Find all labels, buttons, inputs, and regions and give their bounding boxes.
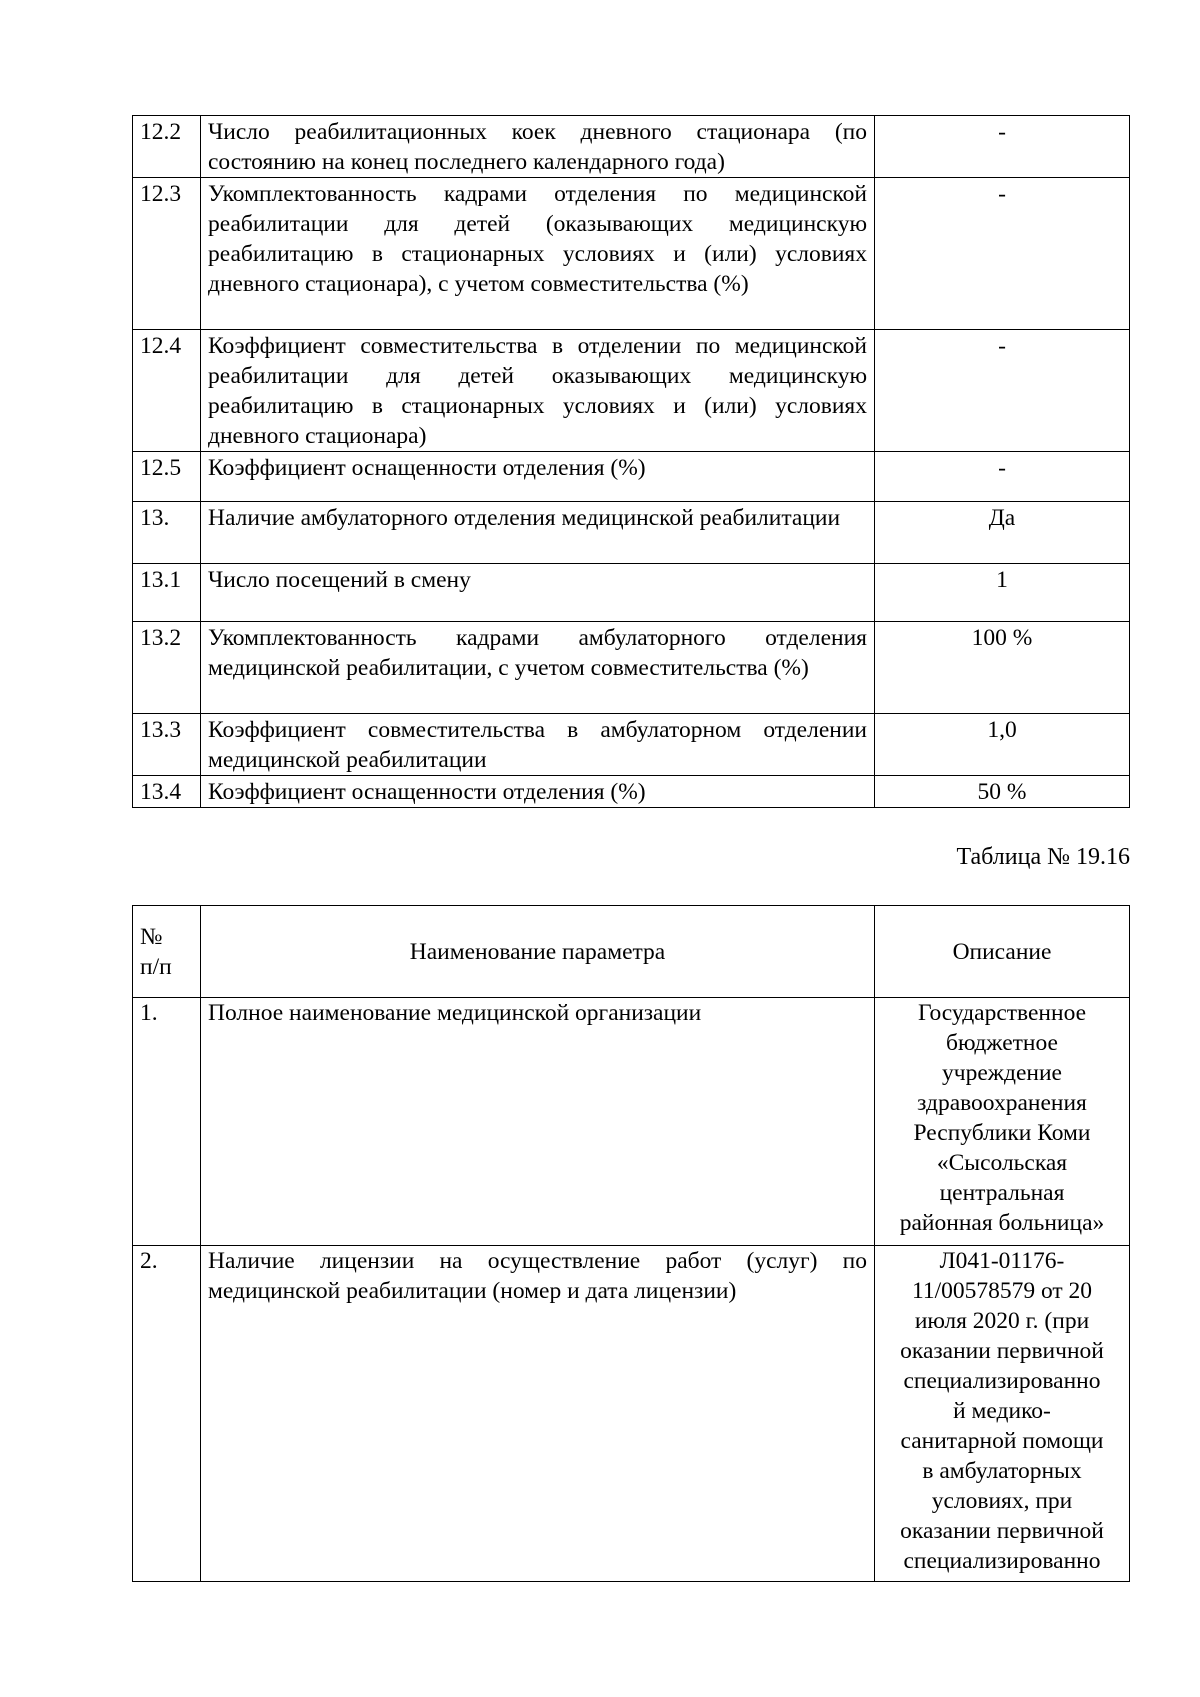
organization-table <box>132 905 1130 1582</box>
parameter-name: Наличие амбулаторного отделения медицинской реабилитации <box>201 502 875 564</box>
parameter-value: 1,0 <box>875 714 1130 776</box>
value-line: Л041-01176- <box>939 1248 1065 1274</box>
parameter-name: Коэффициент оснащенности отделения (%) <box>201 776 875 808</box>
value-line: Государственное <box>917 1000 1087 1026</box>
header-name-cell: Наименование параметра <box>201 906 875 998</box>
header-number-cell <box>133 906 201 998</box>
row-number: 13.2 <box>133 622 201 714</box>
row-number: 1. <box>133 998 201 1246</box>
table-row <box>133 502 1130 564</box>
row-number: 13.3 <box>133 714 201 776</box>
parameter-name: Коэффициент совместительства в амбулаторном отделении медицинской реабилитации <box>201 714 875 776</box>
value-line: бюджетное <box>946 1030 1058 1056</box>
parameter-name: Укомплектованность кадрами отделения по медицинской реабилитации для детей (оказывающих медицинскую реабилитацию в стационарных условиях и (или) условиях дневного стационара), с учетом совместительства (%) <box>201 178 875 330</box>
parameter-value <box>875 998 1130 1246</box>
header-value-cell: Описание <box>875 906 1130 998</box>
value-line: санитарной помощи <box>900 1428 1104 1454</box>
parameter-name: Число реабилитационных коек дневного стационара (по состоянию на конец последнего календарного года) <box>201 116 875 178</box>
value-line: специализированно <box>903 1368 1101 1394</box>
parameter-value: 1 <box>875 564 1130 622</box>
parameter-value: - <box>875 452 1130 502</box>
table-row <box>133 714 1130 776</box>
parameter-name: Коэффициент совместительства в отделении по медицинской реабилитации для детей оказывающих медицинскую реабилитацию в стационарных условиях и (или) условиях дневного стационара) <box>201 330 875 452</box>
parameter-name: Число посещений в смену <box>201 564 875 622</box>
value-line: Республики Коми <box>913 1120 1091 1146</box>
table-row <box>133 622 1130 714</box>
parameter-value: - <box>875 116 1130 178</box>
header-number-line1: № <box>140 923 163 950</box>
value-line: районная больница» <box>899 1210 1105 1236</box>
table-row <box>133 564 1130 622</box>
value-line: оказании первичной <box>900 1338 1104 1364</box>
value-line: оказании первичной <box>900 1518 1104 1544</box>
table-row <box>133 330 1130 452</box>
parameter-value: 50 % <box>875 776 1130 808</box>
parameter-value: 100 % <box>875 622 1130 714</box>
value-line: июля 2020 г. (при <box>914 1308 1090 1334</box>
table-row <box>133 178 1130 330</box>
row-number: 12.2 <box>133 116 201 178</box>
parameter-name: Укомплектованность кадрами амбулаторного отделения медицинской реабилитации, с учетом совместительства (%) <box>201 622 875 714</box>
value-line: центральная <box>939 1180 1065 1206</box>
table-row <box>133 998 1130 1246</box>
row-number: 12.4 <box>133 330 201 452</box>
indicators-table <box>132 115 1130 808</box>
value-line: в амбулаторных <box>922 1458 1082 1484</box>
parameter-value <box>875 1246 1130 1582</box>
parameter-name: Полное наименование медицинской организации <box>201 998 875 1246</box>
parameter-name: Коэффициент оснащенности отделения (%) <box>201 452 875 502</box>
row-number: 12.5 <box>133 452 201 502</box>
row-number: 13.1 <box>133 564 201 622</box>
value-line: специализированно <box>903 1548 1101 1574</box>
value-line: учреждение <box>942 1060 1062 1086</box>
row-number: 13.4 <box>133 776 201 808</box>
value-line: «Сысольская <box>936 1150 1068 1176</box>
header-number-line2: п/п <box>140 953 172 980</box>
row-number: 2. <box>133 1246 201 1582</box>
parameter-name: Наличие лицензии на осуществление работ (услуг) по медицинской реабилитации (номер и дата лицензии) <box>201 1246 875 1582</box>
table-row <box>133 1246 1130 1582</box>
row-number: 12.3 <box>133 178 201 330</box>
row-number: 13. <box>133 502 201 564</box>
table-row <box>133 776 1130 808</box>
table-caption: Таблица № 19.16 <box>956 844 1130 870</box>
parameter-value: - <box>875 330 1130 452</box>
table-row <box>133 116 1130 178</box>
value-line: здравоохранения <box>917 1090 1087 1116</box>
value-line: й медико- <box>953 1398 1051 1424</box>
table-row <box>133 452 1130 502</box>
parameter-value: - <box>875 178 1130 330</box>
parameter-value: Да <box>875 502 1130 564</box>
table-header-row <box>133 906 1130 998</box>
value-line: условиях, при <box>931 1488 1073 1514</box>
value-line: 11/00578579 от 20 <box>911 1278 1093 1304</box>
